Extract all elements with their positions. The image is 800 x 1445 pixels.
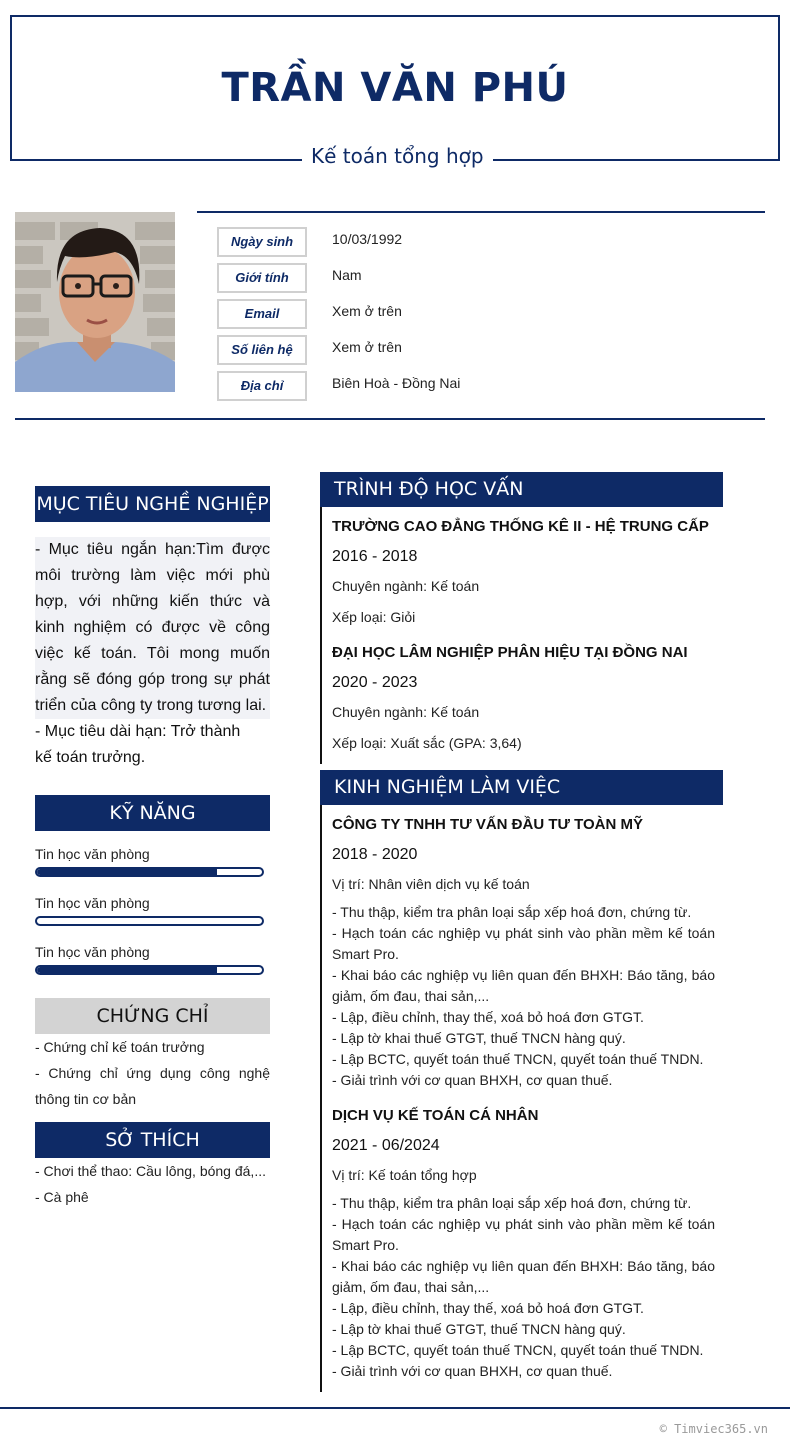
skill-bar <box>35 867 264 877</box>
experience-company: CÔNG TY TNHH TƯ VẤN ĐẦU TƯ TOÀN MỸ <box>332 816 644 833</box>
skill-label: Tin học văn phòng <box>35 846 150 862</box>
objective-text <box>35 537 270 771</box>
duty-item: - Lập, điều chỉnh, thay thế, xoá bỏ hoá đơn GTGT. <box>332 1300 644 1316</box>
email-label: Email <box>217 299 307 329</box>
gender-label: Giới tính <box>217 263 307 293</box>
experience-vertical-line <box>320 805 322 1392</box>
experience-years: 2021 - 06/2024 <box>332 1137 440 1154</box>
phone-value: Xem ở trên <box>332 339 402 355</box>
job-title: Kế toán tổng hợp <box>302 144 493 168</box>
email-value: Xem ở trên <box>332 303 402 319</box>
experience-duties <box>332 1193 715 1382</box>
skill-bar <box>35 916 264 926</box>
education-grade: Xếp loại: Xuất sắc (GPA: 3,64) <box>332 735 522 751</box>
experience-title: KINH NGHIỆM LÀM VIỆC <box>320 770 723 805</box>
hobby-item: - Cà phê <box>35 1189 89 1205</box>
duty-item: - Khai báo các nghiệp vụ liên quan đến BHXH: Báo tăng, báo giảm, ốm đau, thai sản,... <box>332 1258 715 1295</box>
education-grade: Xếp loại: Giỏi <box>332 609 416 625</box>
duty-item: - Thu thập, kiểm tra phân loại sắp xếp hoá đơn, chứng từ. <box>332 1195 692 1211</box>
footer-watermark: © Timviec365.vn <box>659 1422 768 1436</box>
experience-duties <box>332 902 715 1091</box>
duty-item: - Giải trình với cơ quan BHXH, cơ quan thuế. <box>332 1072 613 1088</box>
skill-bar-fill <box>37 967 217 973</box>
avatar <box>15 212 175 392</box>
education-vertical-line <box>320 507 322 764</box>
candidate-name: TRẦN VĂN PHÚ <box>221 65 569 111</box>
duty-item: - Khai báo các nghiệp vụ liên quan đến BHXH: Báo tăng, báo giảm, ốm đau, thai sản,... <box>332 967 715 1004</box>
duty-item: - Giải trình với cơ quan BHXH, cơ quan thuế. <box>332 1363 613 1379</box>
education-title: TRÌNH ĐỘ HỌC VẤN <box>320 472 723 507</box>
skill-label: Tin học văn phòng <box>35 944 150 960</box>
experience-years: 2018 - 2020 <box>332 846 418 863</box>
certificates-title: CHỨNG CHỈ <box>35 998 270 1034</box>
experience-company: DỊCH VỤ KẾ TOÁN CÁ NHÂN <box>332 1107 539 1124</box>
duty-item: - Lập tờ khai thuế GTGT, thuế TNCN hàng quý. <box>332 1030 626 1046</box>
experience-position: Vị trí: Kế toán tổng hợp <box>332 1167 477 1183</box>
objective-long-term-line2: kế toán trưởng. <box>35 749 146 766</box>
education-major: Chuyên ngành: Kế toán <box>332 704 480 720</box>
education-years: 2016 - 2018 <box>332 548 418 565</box>
objective-title: MỤC TIÊU NGHỀ NGHIỆP <box>35 486 270 522</box>
duty-item: - Hạch toán các nghiệp vụ phát sinh vào phần mềm kế toán Smart Pro. <box>332 1216 715 1253</box>
hobbies-title: SỞ THÍCH <box>35 1122 270 1158</box>
duty-item: - Lập BCTC, quyết toán thuế TNCN, quyết toán thuế TNDN. <box>332 1051 704 1067</box>
header-box <box>10 15 780 161</box>
education-school: ĐẠI HỌC LÂM NGHIỆP PHÂN HIỆU TẠI ĐỒNG NAI <box>332 644 688 661</box>
address-value: Biên Hoà - Đồng Nai <box>332 375 461 391</box>
avatar-photo <box>15 212 175 392</box>
birth-value: 10/03/1992 <box>332 231 403 247</box>
skill-bar <box>35 965 264 975</box>
duty-item: - Thu thập, kiểm tra phân loại sắp xếp hoá đơn, chứng từ. <box>332 904 692 920</box>
skill-label: Tin học văn phòng <box>35 895 150 911</box>
certificate-item: - Chứng chỉ kế toán trưởng <box>35 1039 205 1055</box>
profile-divider-bottom <box>15 418 765 420</box>
duty-item: - Hạch toán các nghiệp vụ phát sinh vào phần mềm kế toán Smart Pro. <box>332 925 715 962</box>
address-label: Địa chỉ <box>217 371 307 401</box>
objective-short-term: - Mục tiêu ngắn hạn:Tìm được môi trường làm việc mới phù hợp, với những kiến thức và kinh nghiệm có được về công việc kế toán. Tôi mong muốn rằng sẽ đóng góp trong sự phát triển của công ty trong tương lai. <box>35 537 270 719</box>
gender-value: Nam <box>332 267 362 283</box>
footer-divider <box>0 1407 790 1409</box>
skills-title: KỸ NĂNG <box>35 795 270 831</box>
phone-label: Số liên hệ <box>217 335 307 365</box>
education-major: Chuyên ngành: Kế toán <box>332 578 480 594</box>
hobby-item: - Chơi thể thao: Cầu lông, bóng đá,... <box>35 1163 266 1179</box>
skill-bar-fill <box>37 869 217 875</box>
profile-divider-top <box>197 211 765 213</box>
birth-label: Ngày sinh <box>217 227 307 257</box>
duty-item: - Lập tờ khai thuế GTGT, thuế TNCN hàng quý. <box>332 1321 626 1337</box>
objective-long-term-line1: - Mục tiêu dài hạn: Trở thành <box>35 723 241 740</box>
duty-item: - Lập, điều chỉnh, thay thế, xoá bỏ hoá đơn GTGT. <box>332 1009 644 1025</box>
education-school: TRƯỜNG CAO ĐẲNG THỐNG KÊ II - HỆ TRUNG CẤP <box>332 518 709 535</box>
duty-item: - Lập BCTC, quyết toán thuế TNCN, quyết toán thuế TNDN. <box>332 1342 704 1358</box>
experience-position: Vị trí: Nhân viên dịch vụ kế toán <box>332 876 530 892</box>
education-years: 2020 - 2023 <box>332 674 418 691</box>
certificate-item: - Chứng chỉ ứng dụng công nghệ thông tin cơ bản <box>35 1065 270 1107</box>
